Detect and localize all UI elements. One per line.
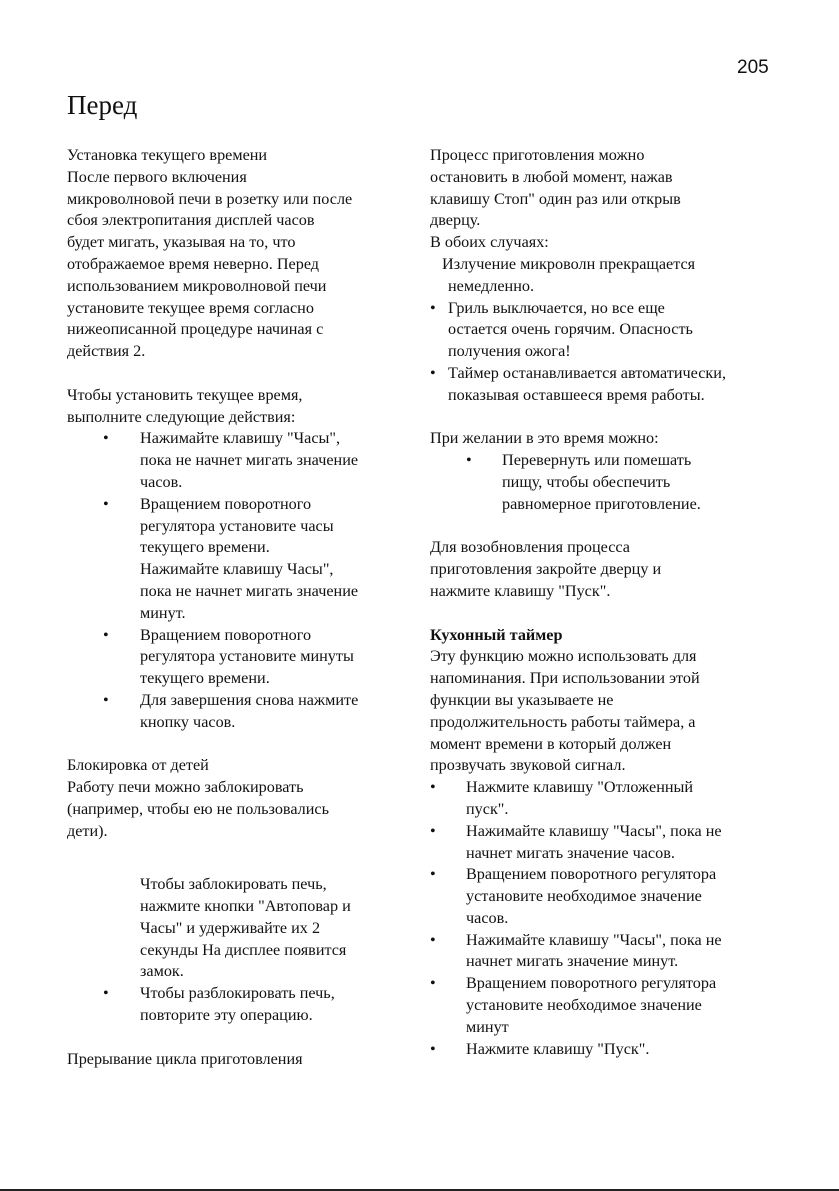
list-item [67, 559, 412, 624]
text-line: использованием микроволновой печи [67, 276, 327, 295]
list-item-line: пока не начнет мигать значение [140, 581, 359, 600]
list-item-line: Вращением поворотного регулятора [466, 974, 717, 993]
text-line: Чтобы установить текущее время, [67, 385, 303, 404]
cases-list [430, 254, 775, 407]
text-line: После первого включения [67, 167, 247, 186]
list-item-line: начнет мигать значение минут. [466, 952, 679, 971]
list-item-line: начнет мигать значение часов. [466, 843, 675, 862]
bullet-icon: • [430, 865, 436, 884]
list-item-line: Нажимайте клавишу Часы", [140, 560, 334, 579]
list-item-line: Нажимайте клавишу "Часы", [140, 429, 341, 448]
right-column [430, 145, 775, 1060]
text-line: Эту функцию можно использовать для [430, 647, 697, 666]
bullet-icon: • [103, 690, 109, 709]
list-item-line: Нажимайте клавишу "Часы", пока не [466, 930, 722, 949]
list-item [430, 930, 775, 974]
list-item-line: Чтобы разблокировать печь, [140, 984, 335, 1003]
list-item-line: Перевернуть или помешать [502, 451, 692, 470]
text-line: нижеописанной процедуре начиная с [67, 320, 324, 339]
stop-text [430, 145, 775, 254]
list-item-line: Нажмите клавишу "Отложенный [466, 778, 694, 797]
bullet-icon: • [430, 298, 436, 317]
list-item [430, 450, 775, 515]
clock-intro [67, 167, 412, 363]
bullet-icon: • [430, 974, 436, 993]
list-item-line: кнопку часов. [140, 712, 236, 731]
text-line: Работу печи можно заблокировать [67, 778, 304, 797]
list-item-line: Часы" и удерживайте их 2 [140, 918, 321, 937]
text-line: установите текущее время согласно [67, 298, 314, 317]
list-item-line: регулятора установите часы [140, 516, 334, 535]
list-item-line: Вращением поворотного [140, 494, 312, 513]
clock-steps-list [67, 428, 412, 733]
steps-intro [67, 385, 412, 429]
timer-intro [430, 646, 775, 777]
list-item-line: пока не начнет мигать значение [140, 451, 359, 470]
list-item-line: Для завершения снова нажмите [140, 690, 359, 709]
list-item-line: пуск". [466, 799, 509, 818]
list-item-line: показывая оставшееся время работы. [448, 385, 705, 404]
list-item-line: часов. [140, 472, 183, 491]
text-line: дети). [67, 821, 108, 840]
list-item [67, 874, 412, 983]
text-line: момент времени в который должен [430, 734, 672, 753]
text-line: сбоя электропитания дисплей часов [67, 211, 315, 230]
text-line: Для возобновления процесса [430, 538, 630, 557]
list-item [67, 625, 412, 690]
lock-steps-list [67, 874, 412, 1027]
list-item-line: повторите эту операцию. [140, 1006, 313, 1025]
list-item-line: часов. [466, 908, 509, 927]
optional-intro: При желании в это время можно: [430, 429, 659, 448]
list-item-line: текущего времени. [140, 538, 270, 557]
list-item [430, 363, 775, 407]
text-line: выполните следующие действия: [67, 407, 296, 426]
list-item [67, 494, 412, 559]
bullet-icon: • [430, 821, 436, 840]
list-item-line: Таймер останавливается автоматически, [448, 363, 727, 382]
text-line: напоминания. При использовании этой [430, 669, 700, 688]
left-column [67, 145, 412, 1070]
bullet-icon: • [430, 1039, 436, 1058]
text-line: отображаемое время неверно. Перед [67, 254, 320, 273]
list-item [67, 428, 412, 493]
list-item [430, 777, 775, 821]
text-line: микроволновой печи в розетку или после [67, 189, 353, 208]
list-item [430, 254, 775, 298]
resume-text [430, 537, 775, 602]
list-item-line: нажмите кнопки "Автоповар и [140, 897, 351, 916]
list-item-line: остается очень горячим. Опасность [448, 320, 693, 339]
bullet-icon: • [430, 930, 436, 949]
clock-heading: Установка текущего времени [67, 146, 268, 164]
text-line: приготовления закройте дверцу и [430, 560, 662, 579]
text-line: действия 2. [67, 342, 146, 361]
list-item-line: Нажимайте клавишу "Часы", пока не [466, 821, 722, 840]
page-title: Перед [67, 90, 138, 120]
bullet-icon: • [430, 363, 436, 382]
bullet-icon: • [103, 984, 109, 1003]
list-item [430, 1039, 775, 1061]
timer-heading: Кухонный таймер [430, 625, 563, 644]
list-item-line: секунды На дисплее появится [140, 940, 347, 959]
optional-steps-list [430, 450, 775, 515]
text-line: будет мигать, указывая на то, что [67, 233, 296, 252]
text-line: функции вы указываете не [430, 690, 614, 709]
bullet-icon: • [430, 778, 436, 797]
page-number: 205 [737, 57, 769, 78]
bullet-icon: • [103, 625, 109, 644]
list-item-line: Вращением поворотного [140, 625, 312, 644]
list-item-line: установите необходимое значение [466, 996, 702, 1015]
text-line: В обоих случаях: [430, 233, 549, 252]
timer-steps-list [430, 777, 775, 1060]
text-line: нажмите клавишу "Пуск". [430, 581, 611, 600]
list-item-line: Чтобы заблокировать печь, [140, 875, 327, 894]
text-line: (например, чтобы ею не пользовались [67, 799, 329, 818]
list-item [430, 973, 775, 1038]
text-line: клавишу Стоп" один раз или открыв [430, 189, 681, 208]
text-line: дверцу. [430, 211, 481, 230]
list-item-line: минут [466, 1017, 509, 1036]
bullet-icon: • [103, 429, 109, 448]
list-item-line: минут. [140, 603, 186, 622]
bullet-icon: • [103, 494, 109, 513]
list-item-line: Вращением поворотного регулятора [466, 865, 717, 884]
list-item [430, 864, 775, 929]
list-item [67, 983, 412, 1027]
text-line: продолжительность работы таймера, а [430, 712, 696, 731]
list-item-line: текущего времени. [140, 669, 270, 688]
bullet-icon: • [466, 451, 472, 470]
lock-intro [67, 777, 412, 842]
list-item [67, 690, 412, 734]
list-item [430, 821, 775, 865]
list-item [430, 298, 775, 363]
text-line: прозвучать звуковой сигнал. [430, 756, 626, 775]
list-item-line: равномерное приготовление. [502, 494, 701, 513]
list-item-line: немедленно. [448, 276, 535, 295]
list-item-line: Гриль выключается, но все еще [448, 298, 665, 317]
list-item-line: установите необходимое значение [466, 887, 702, 906]
list-item-line: Нажмите клавишу "Пуск". [466, 1039, 650, 1058]
interrupt-heading: Прерывание цикла приготовления [67, 1049, 303, 1068]
list-item-line: получения ожога! [448, 342, 571, 361]
list-item-line: пищу, чтобы обеспечить [502, 472, 671, 491]
lock-heading: Блокировка от детей [67, 756, 209, 775]
text-line: Процесс приготовления можно [430, 146, 645, 164]
list-item-line: регулятора установите минуты [140, 647, 354, 666]
list-item-line: Излучение микроволн прекращается [442, 254, 696, 273]
list-item-line: замок. [140, 962, 184, 981]
text-line: остановить в любой момент, нажав [430, 167, 673, 186]
